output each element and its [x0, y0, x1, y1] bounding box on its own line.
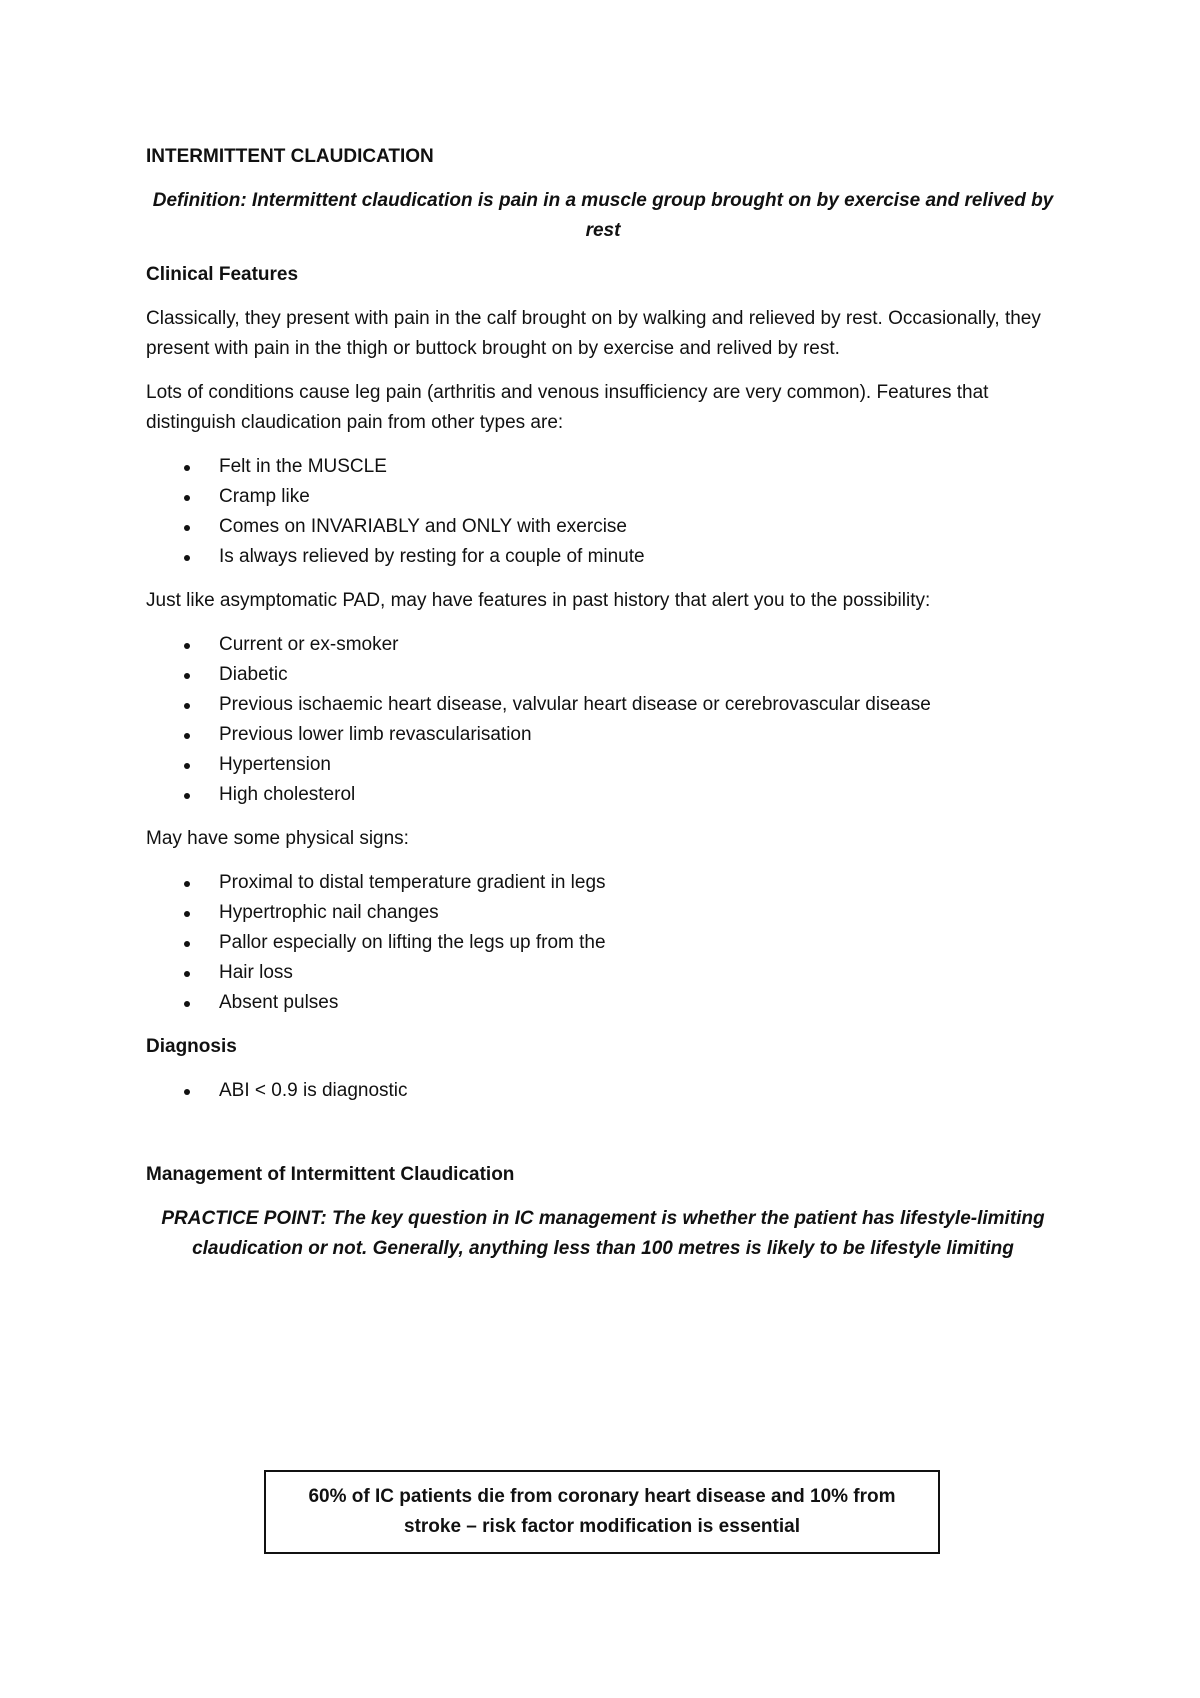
diagnosis-list — [146, 1076, 1060, 1106]
signs-list — [146, 868, 1060, 1018]
document-body — [146, 142, 1060, 1278]
bullet-icon — [184, 763, 190, 769]
bullet-icon — [184, 941, 190, 947]
management-heading: Management of Intermittent Claudication — [146, 1164, 515, 1185]
bullet-icon — [184, 643, 190, 649]
bullet-icon — [184, 1089, 190, 1095]
clinical-features-heading: Clinical Features — [146, 264, 299, 285]
bullet-icon — [184, 1001, 190, 1007]
list-item-text: Hypertension — [219, 754, 331, 775]
list-item — [146, 630, 1060, 660]
list-item — [146, 542, 1060, 572]
list-item-text: Pallor especially on lifting the legs up from the — [219, 932, 606, 953]
list-item — [146, 720, 1060, 750]
list-item-text: Diabetic — [219, 664, 288, 685]
clinical-features-paragraph-2: Lots of conditions cause leg pain (arthritis and venous insufficiency are very common). Features that distinguish claudication pain from other types are: — [146, 382, 989, 433]
list-item — [146, 660, 1060, 690]
list-item-text: Proximal to distal temperature gradient in legs — [219, 872, 606, 893]
list-item — [146, 452, 1060, 482]
callout-line-2: stroke – risk factor modification is essential — [404, 1516, 800, 1537]
list-item — [146, 958, 1060, 988]
list-item — [146, 482, 1060, 512]
bullet-icon — [184, 525, 190, 531]
diagnosis-heading: Diagnosis — [146, 1036, 237, 1057]
list-item-text: Current or ex-smoker — [219, 634, 399, 655]
bullet-icon — [184, 881, 190, 887]
list-item-text: ABI < 0.9 is diagnostic — [219, 1080, 408, 1101]
bullet-icon — [184, 465, 190, 471]
bullet-icon — [184, 971, 190, 977]
list-item-text: Hair loss — [219, 962, 293, 983]
bullet-icon — [184, 555, 190, 561]
list-item — [146, 928, 1060, 958]
history-list — [146, 630, 1060, 810]
list-item — [146, 868, 1060, 898]
document-title: INTERMITTENT CLAUDICATION — [146, 146, 434, 167]
list-item-text: Comes on INVARIABLY and ONLY with exercise — [219, 516, 627, 537]
list-item-text: Felt in the MUSCLE — [219, 456, 387, 477]
signs-intro: May have some physical signs: — [146, 828, 409, 849]
list-item — [146, 750, 1060, 780]
practice-point: PRACTICE POINT: The key question in IC management is whether the patient has lifestyle-limiting claudication or not. Generally, anything less than 100 metres is likely to be lifestyle limiting — [161, 1208, 1045, 1259]
clinical-features-paragraph-1: Classically, they present with pain in the calf brought on by walking and relieved by rest. Occasionally, they present with pain in the thigh or buttock brought on by exercise and relived by rest. — [146, 308, 1041, 359]
list-item-text: Cramp like — [219, 486, 310, 507]
bullet-icon — [184, 703, 190, 709]
list-item — [146, 780, 1060, 810]
list-item — [146, 898, 1060, 928]
definition-text: Definition: Intermittent claudication is pain in a muscle group brought on by exercise and relived by rest — [152, 190, 1054, 241]
callout-box — [264, 1470, 940, 1554]
history-intro: Just like asymptomatic PAD, may have features in past history that alert you to the possibility: — [146, 590, 931, 611]
list-item-text: Previous ischaemic heart disease, valvular heart disease or cerebrovascular disease — [219, 694, 931, 715]
list-item-text: High cholesterol — [219, 784, 356, 805]
bullet-icon — [184, 733, 190, 739]
features-list — [146, 452, 1060, 572]
list-item-text: Hypertrophic nail changes — [219, 902, 439, 923]
list-item-text: Is always relieved by resting for a couple of minute — [219, 546, 645, 567]
bullet-icon — [184, 911, 190, 917]
bullet-icon — [184, 673, 190, 679]
list-item — [146, 1076, 1060, 1106]
list-item — [146, 988, 1060, 1018]
list-item — [146, 512, 1060, 542]
list-item-text: Absent pulses — [219, 992, 339, 1013]
bullet-icon — [184, 495, 190, 501]
list-item-text: Previous lower limb revascularisation — [219, 724, 532, 745]
list-item — [146, 690, 1060, 720]
bullet-icon — [184, 793, 190, 799]
spacer — [146, 1120, 1060, 1160]
callout-line-1: 60% of IC patients die from coronary heart disease and 10% from — [308, 1486, 896, 1507]
